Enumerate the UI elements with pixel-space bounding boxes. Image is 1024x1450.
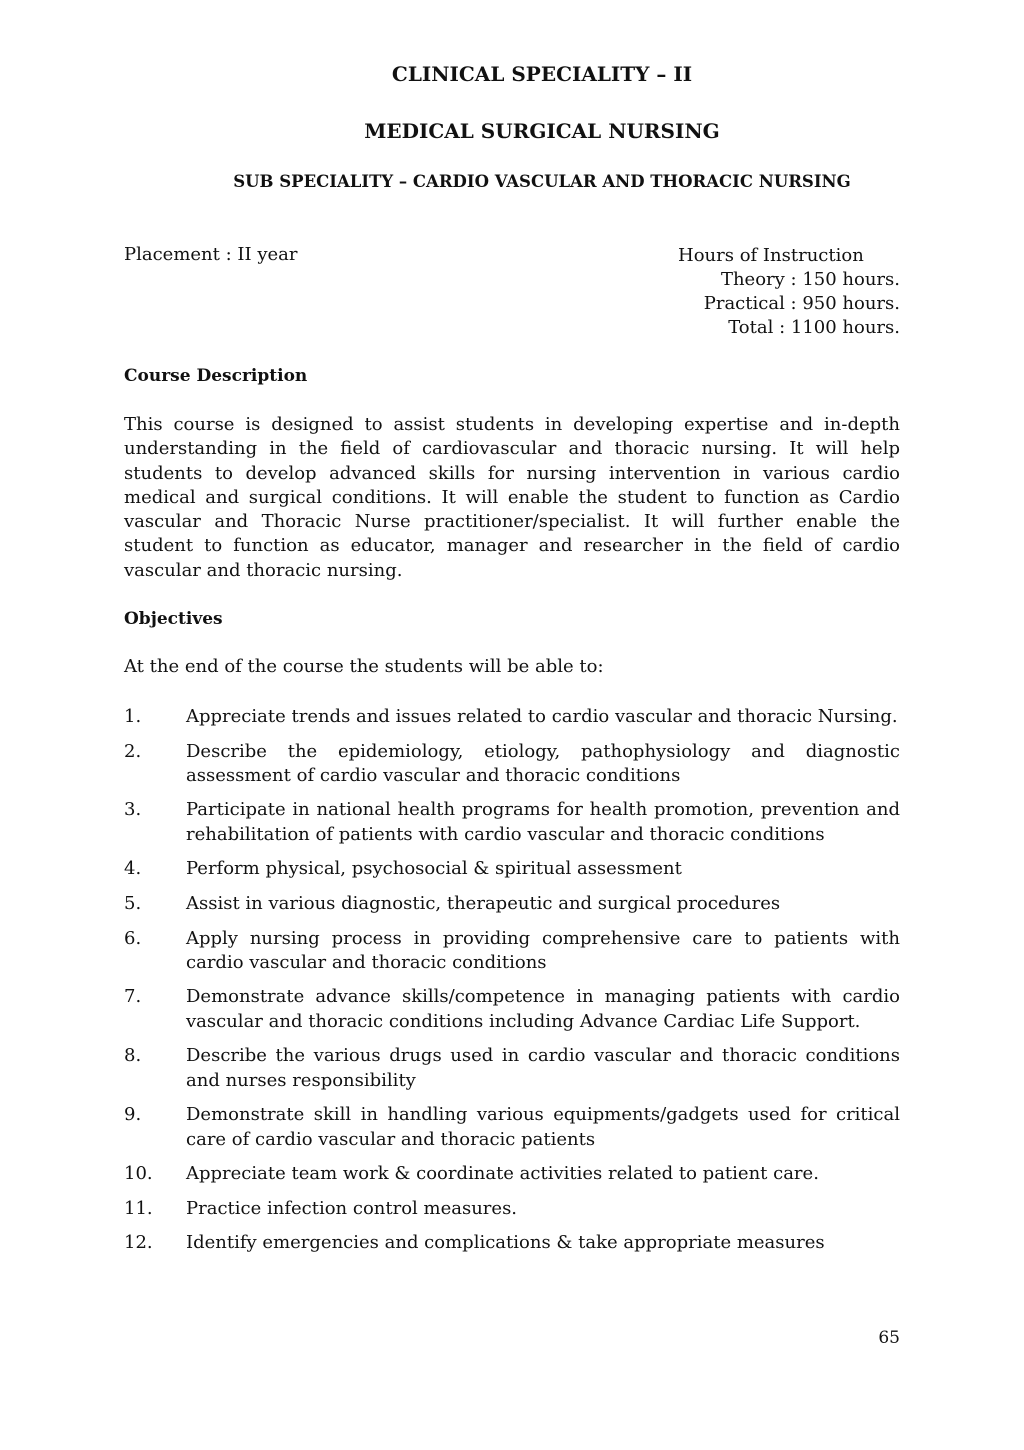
hours-of-instruction — [640, 244, 900, 340]
list-item-number: 4. — [124, 858, 142, 880]
objectives-heading: Objectives — [124, 609, 223, 629]
list-item-number: 11. — [124, 1197, 153, 1219]
list-item-number: 9. — [124, 1104, 142, 1126]
list-item-text: Identify emergencies and complications & take appropriate measures — [186, 1232, 825, 1254]
list-item — [124, 857, 900, 881]
list-item-number: 10. — [124, 1163, 153, 1185]
list-item — [124, 1197, 900, 1221]
list-item-text: Assist in various diagnostic, therapeutic and surgical procedures — [186, 892, 781, 914]
list-item-text: Perform physical, psychosocial & spiritual assessment — [186, 858, 682, 880]
list-item-number: 12. — [124, 1232, 153, 1254]
list-item-text: Describe the epidemiology, etiology, pathophysiology and diagnostic assessment of cardio vascular and thoracic conditions — [186, 740, 900, 786]
list-item — [124, 1231, 900, 1255]
list-item — [124, 985, 900, 1034]
list-item — [124, 740, 900, 789]
list-item — [124, 1103, 900, 1152]
list-item — [124, 705, 900, 729]
page-title: CLINICAL SPECIALITY – II — [391, 62, 693, 86]
list-item — [124, 1044, 900, 1093]
list-item — [124, 1162, 900, 1186]
list-item-text: Describe the various drugs used in cardio vascular and thoracic conditions and nurses responsibility — [186, 1045, 900, 1091]
placement-label: Placement : II year — [124, 244, 298, 265]
objectives-list — [124, 705, 900, 1266]
hours-theory: Theory : 150 hours. — [720, 269, 900, 290]
hours-title: Hours of Instruction — [678, 245, 864, 266]
list-item — [124, 798, 900, 847]
list-item-number: 7. — [124, 986, 142, 1008]
page-subtitle: MEDICAL SURGICAL NURSING — [364, 119, 720, 143]
list-item-number: 2. — [124, 740, 142, 762]
list-item-text: Apply nursing process in providing comprehensive care to patients with cardio vascular and thoracic conditions — [186, 927, 900, 973]
list-item-number: 1. — [124, 706, 142, 727]
page-number: 65 — [878, 1328, 900, 1348]
list-item-text: Practice infection control measures. — [186, 1197, 518, 1219]
list-item-text: Appreciate team work & coordinate activities related to patient care. — [186, 1163, 819, 1185]
objectives-intro: At the end of the course the students will be able to: — [124, 656, 604, 677]
list-item-text: Participate in national health programs for health promotion, prevention and rehabilitation of patients with cardio vascular and thoracic conditions — [186, 799, 900, 845]
list-item-text: Appreciate trends and issues related to cardio vascular and thoracic Nursing. — [186, 706, 898, 727]
list-item — [124, 927, 900, 976]
sub-speciality-title: SUB SPECIALITY – CARDIO VASCULAR AND THORACIC NURSING — [233, 172, 851, 191]
hours-practical: Practical : 950 hours. — [703, 293, 900, 314]
list-item-number: 8. — [124, 1045, 142, 1067]
document-page — [124, 0, 900, 1450]
course-description-text: This course is designed to assist students in developing expertise and in-depth understanding in the field of cardiovascular and thoracic nursing. It will help students to develop advanced skills for nursing intervention in various cardio medical and surgical conditions. It will enable the student to function as Cardio vascular and Thoracic Nurse practitioner/specialist. It will further enable the student to function as educator, manager and researcher in the field of cardio vascular and thoracic nursing. — [124, 414, 900, 581]
course-description-heading: Course Description — [124, 366, 308, 386]
list-item-number: 6. — [124, 927, 142, 949]
list-item-text: Demonstrate advance skills/competence in managing patients with cardio vascular and thoracic conditions including Advance Cardiac Life Support. — [186, 986, 900, 1032]
list-item-number: 3. — [124, 799, 142, 821]
list-item-number: 5. — [124, 892, 142, 914]
hours-total: Total : 1100 hours. — [728, 317, 900, 338]
list-item-text: Demonstrate skill in handling various equipments/gadgets used for critical care of cardio vascular and thoracic patients — [186, 1104, 900, 1150]
list-item — [124, 892, 900, 916]
